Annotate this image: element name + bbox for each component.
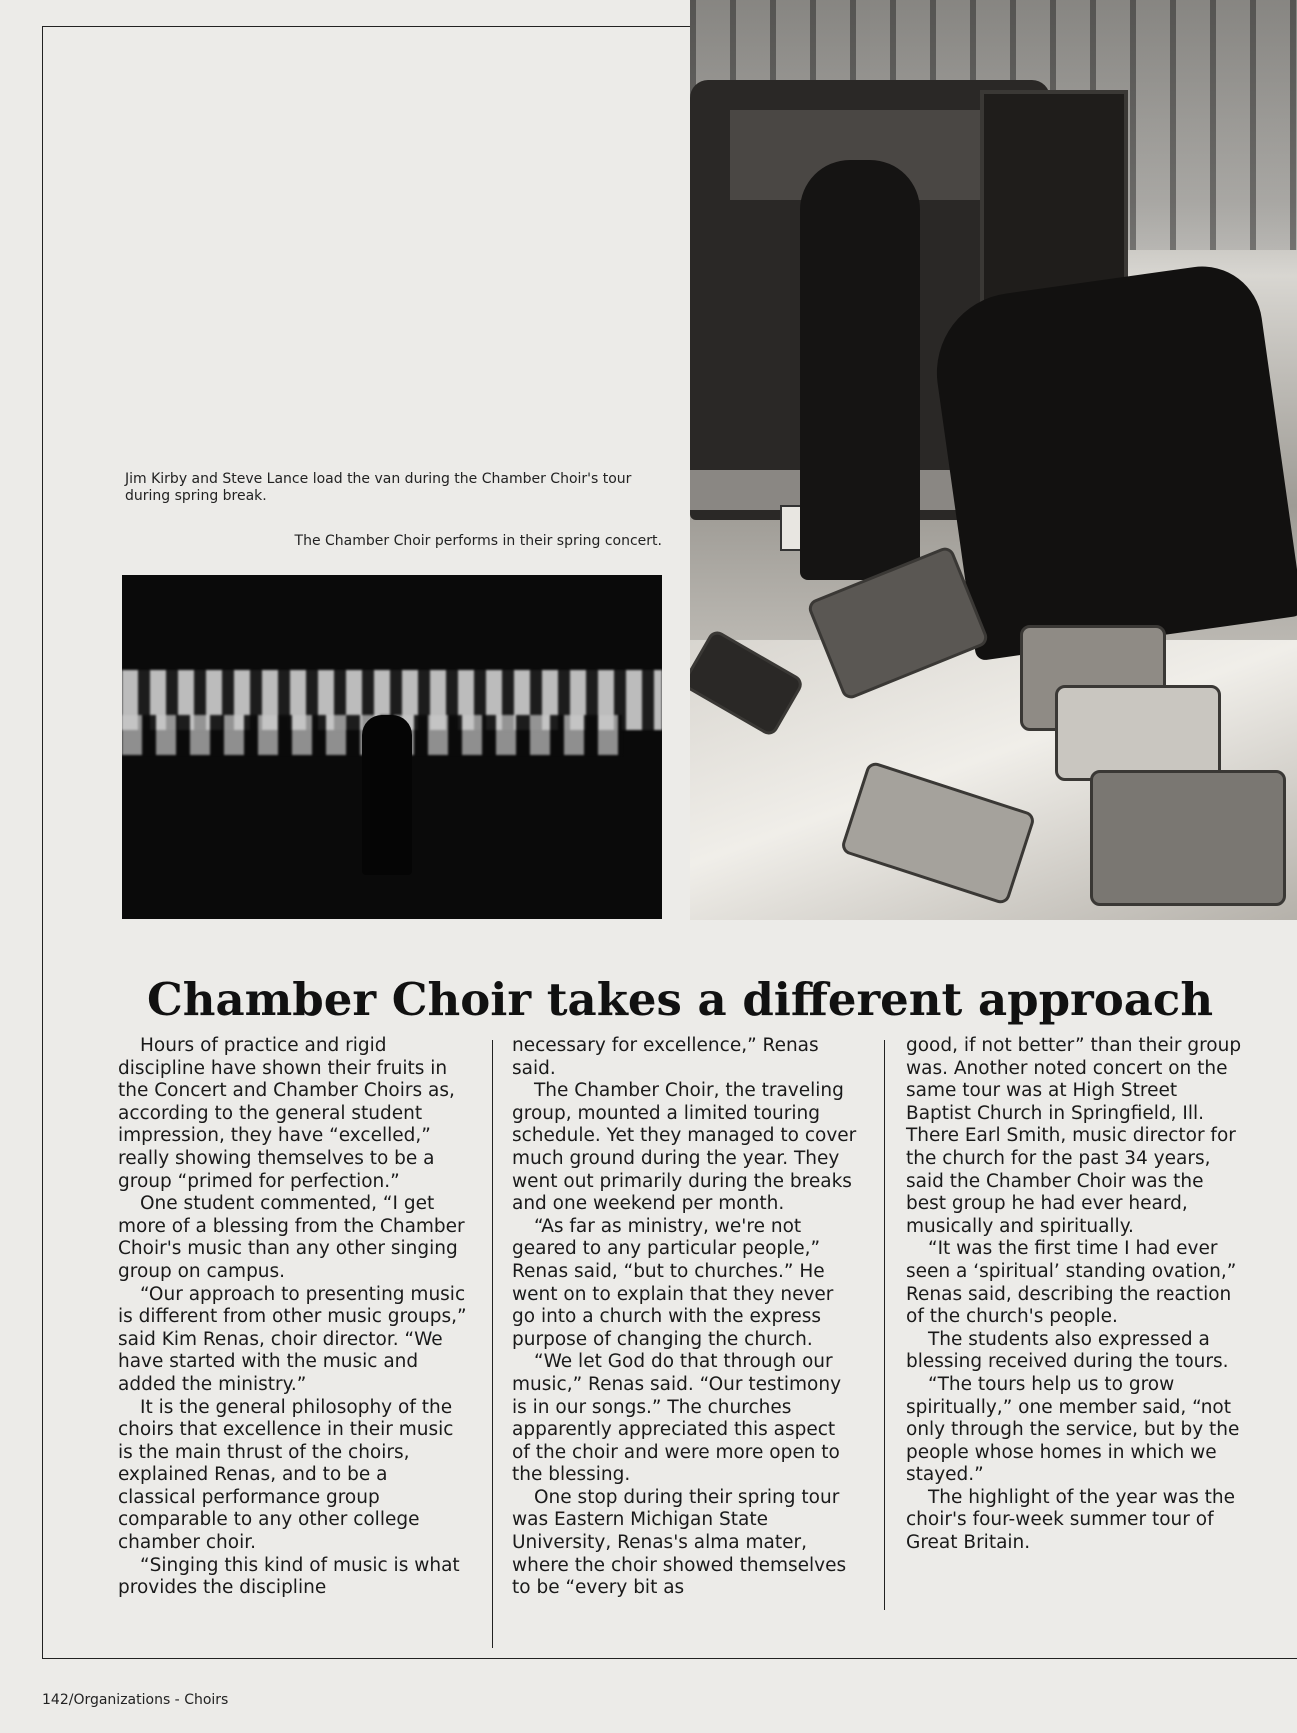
paragraph: The highlight of the year was the choir's four-week summer tour of Great Britain. <box>906 1486 1235 1554</box>
paragraph: necessary for excellence,” Renas said. <box>512 1035 819 1079</box>
van-photo-caption: Jim Kirby and Steve Lance load the van during the Chamber Choir's tour during spring break. <box>125 471 632 504</box>
paragraph: “Our approach to presenting music is different from other music groups,” said Kim Renas, choir director. “We have started with the music and added the ministry.” <box>118 1283 467 1395</box>
top-rule <box>42 26 690 27</box>
concert-photo <box>122 575 662 919</box>
article-column-1 <box>118 1035 470 1600</box>
concert-photo-caption: The Chamber Choir performs in their spring concert. <box>294 533 662 549</box>
paragraph: “As far as ministry, we're not geared to any particular people,” Renas said, “but to churches.” He went on to explain that they never go into a church with the express purpose of changing the church. <box>512 1215 834 1350</box>
van-loading-photo <box>690 0 1297 920</box>
photo-person-standing <box>800 160 920 580</box>
column-rule <box>884 1040 885 1610</box>
paragraph: The students also expressed a blessing received during the tours. <box>906 1328 1229 1373</box>
photo-conductor <box>362 715 412 875</box>
paragraph: “Singing this kind of music is what provides the discipline <box>118 1554 460 1599</box>
paragraph: “We let God do that through our music,” Renas said. “Our testimony is in our songs.” The churches apparently appreciated this aspect of the choir and were more open to the blessing. <box>512 1351 842 1486</box>
paragraph: “It was the first time I had ever seen a ‘spiritual’ standing ovation,” Renas said, describing the reaction of the church's people. <box>906 1238 1237 1328</box>
bottom-rule <box>42 1658 1297 1659</box>
photo-bag <box>1090 770 1286 906</box>
column-rule <box>492 1040 493 1648</box>
paragraph: It is the general philosophy of the choirs that excellence in their music is the main thrust of the choirs, explained Renas, and to be a classical performance group comparable to any other college chamber choir. <box>118 1396 454 1554</box>
paragraph: One student commented, “I get more of a blessing from the Chamber Choir's music than any other singing group on campus. <box>118 1193 465 1282</box>
paragraph: Hours of practice and rigid discipline have shown their fruits in the Concert and Chamber Choirs as, according to the general student impression, they have “excelled,” really showing themselves to be a group “primed for perfection.” <box>118 1035 455 1192</box>
photo-bag <box>1055 685 1221 781</box>
paragraph: The Chamber Choir, the traveling group, mounted a limited touring schedule. Yet they managed to cover much ground during the year. They went out primarily during the breaks and one weekend per month. <box>512 1080 857 1215</box>
paragraph: good, if not better” than their group was. Another noted concert on the same tour was at High Street Baptist Church in Springfield, Ill. There Earl Smith, music director for the church for the past 34 years, said the Chamber Choir was the best group he had ever heard, musically and spiritually. <box>906 1035 1242 1237</box>
article-headline: Chamber Choir takes a different approach <box>146 973 1214 1026</box>
left-rule <box>42 26 43 1658</box>
article-column-3 <box>906 1035 1246 1555</box>
paragraph: “The tours help us to grow spiritually,” one member said, “not only through the service, but by the people whose homes in which we stayed.” <box>906 1373 1240 1486</box>
article-column-2 <box>512 1035 858 1600</box>
paragraph: One stop during their spring tour was Eastern Michigan State University, Renas's alma mater, where the choir showed themselves to be “every bit as <box>512 1486 847 1599</box>
photo-person-bending <box>927 259 1297 661</box>
page-folio: 142/Organizations - Choirs <box>42 1692 229 1708</box>
